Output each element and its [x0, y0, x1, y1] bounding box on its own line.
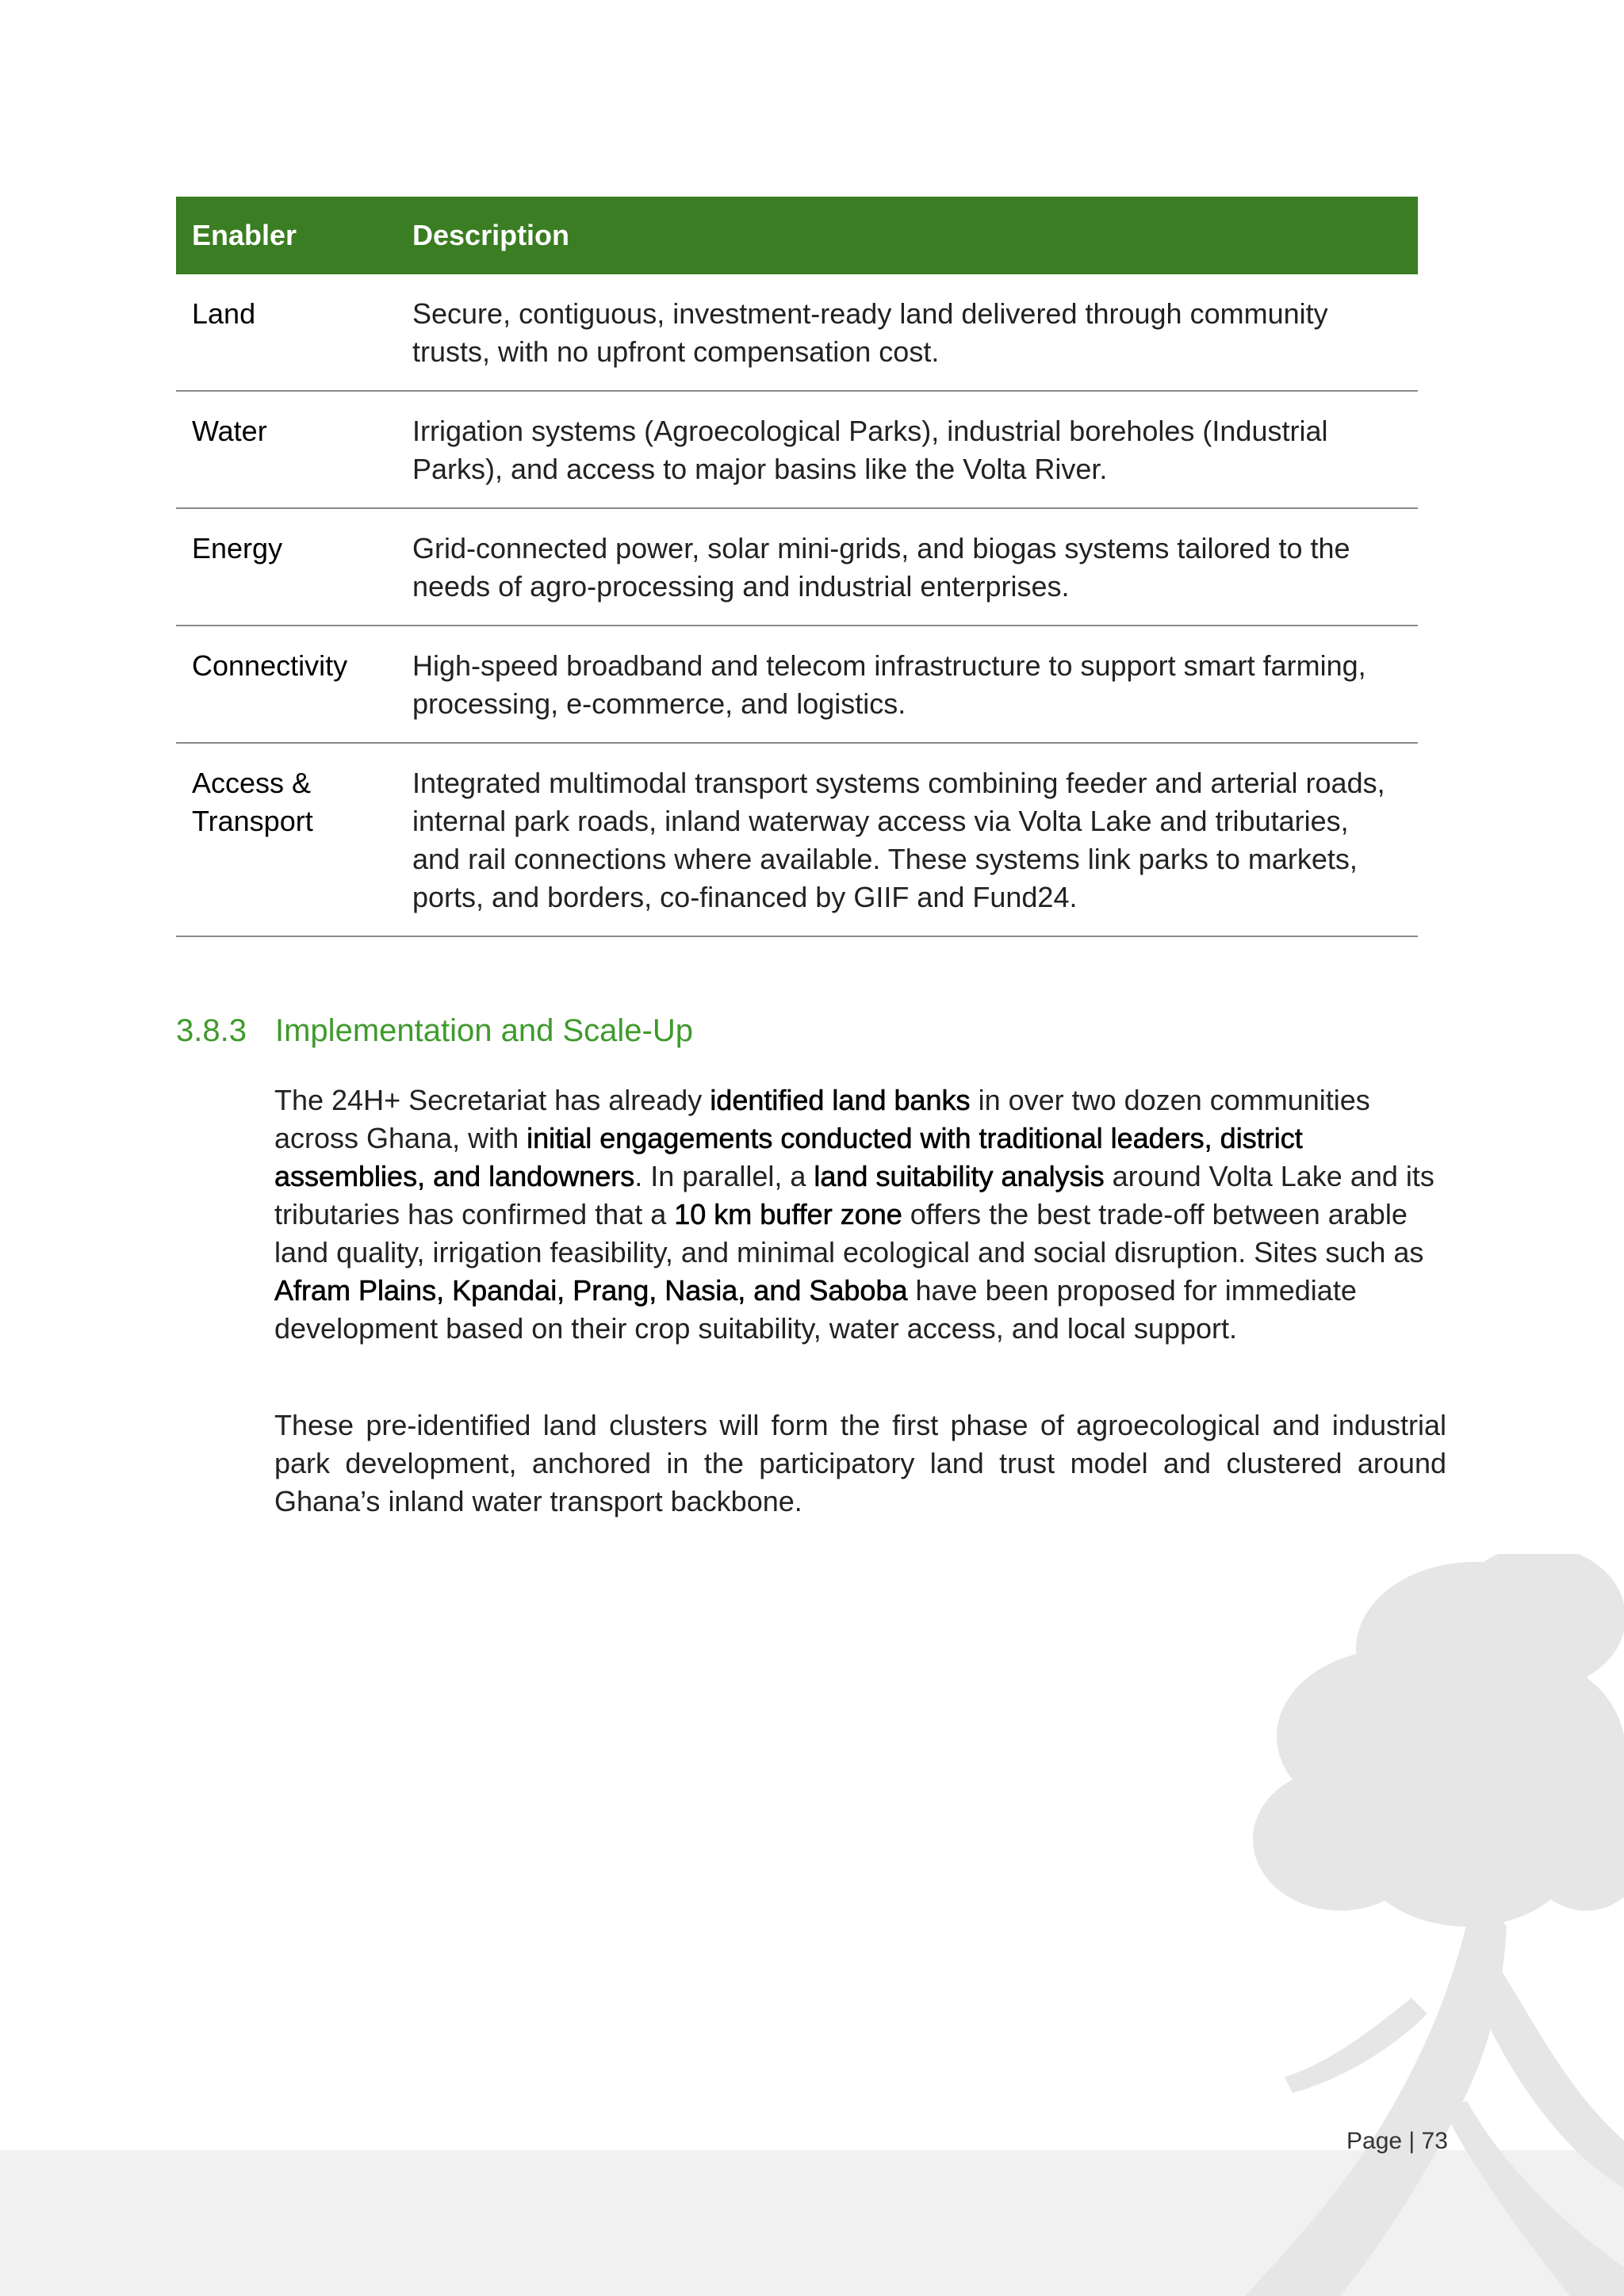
paragraph-land-clusters: These pre-identified land clusters will form the first phase of agroecological and industrial park development, anchored in the participatory land trust model and clustered around Ghana’s inland water transport backbone. — [274, 1409, 1446, 1517]
enabler-cell: Connectivity — [176, 626, 396, 743]
text-span: offers the best trade-off between arable land quality, irrigation feasibility, and minimal ecological and social disruption. Sites such as — [274, 1198, 1424, 1269]
header-description: Description — [396, 197, 1418, 274]
description-cell: High-speed broadband and telecom infrastructure to support smart farming, processing, e-commerce, and logistics. — [396, 626, 1418, 743]
emphasis-initial-engagements: initial engagements conducted with traditional leaders, district assemblies, and landowners — [274, 1122, 1303, 1192]
enabler-cell: Water — [176, 391, 396, 508]
header-enabler: Enabler — [176, 197, 396, 274]
section-number: 3.8.3 — [176, 1013, 247, 1048]
text-span: in over two dozen communities across Ghana, with — [274, 1084, 1370, 1154]
table-row — [176, 391, 1418, 508]
description-cell: Grid-connected power, solar mini-grids, and biogas systems tailored to the needs of agro-processing and industrial enterprises. — [396, 508, 1418, 626]
table-row — [176, 626, 1418, 743]
table-row — [176, 274, 1418, 391]
emphasis-land-suitability-analysis: land suitability analysis — [814, 1160, 1105, 1192]
description-cell: Irrigation systems (Agroecological Parks), industrial boreholes (Industrial Parks), and access to major basins like the Volta River. — [396, 391, 1418, 508]
page-number: Page | 73 — [1346, 2128, 1448, 2154]
text-span: around Volta Lake and its tributaries has confirmed that a — [274, 1160, 1434, 1230]
text-span: have been proposed for immediate development based on their crop suitability, water access, and local support. — [274, 1274, 1357, 1345]
tree-watermark — [1237, 1554, 1624, 2296]
description-cell: Secure, contiguous, investment-ready land delivered through community trusts, with no upfront compensation cost. — [396, 274, 1418, 391]
text-span: . In parallel, a — [634, 1160, 814, 1192]
table-header-row — [176, 197, 1418, 274]
enabler-cell: Energy — [176, 508, 396, 626]
section-title: Implementation and Scale-Up — [275, 1013, 693, 1048]
enabler-cell: Land — [176, 274, 396, 391]
emphasis-sites: Afram Plains, Kpandai, Prang, Nasia, and Saboba — [274, 1274, 908, 1307]
enabler-cell: Access & Transport — [176, 743, 396, 936]
paragraph-land-banks — [274, 1081, 1446, 1348]
table-row — [176, 743, 1418, 936]
section-heading — [176, 1013, 693, 1049]
description-cell: Integrated multimodal transport systems combining feeder and arterial roads, internal park roads, inland waterway access via Volta Lake and tributaries, and rail connections where available. These systems link parks to markets, ports, and borders, co-financed by GIIF and Fund24. — [396, 743, 1418, 936]
enablers-table — [176, 197, 1418, 937]
text-span: The 24H+ Secretariat has already — [274, 1084, 710, 1116]
emphasis-buffer-zone: 10 km buffer zone — [674, 1198, 902, 1230]
table-row — [176, 508, 1418, 626]
emphasis-identified-land-banks: identified land banks — [710, 1084, 971, 1116]
